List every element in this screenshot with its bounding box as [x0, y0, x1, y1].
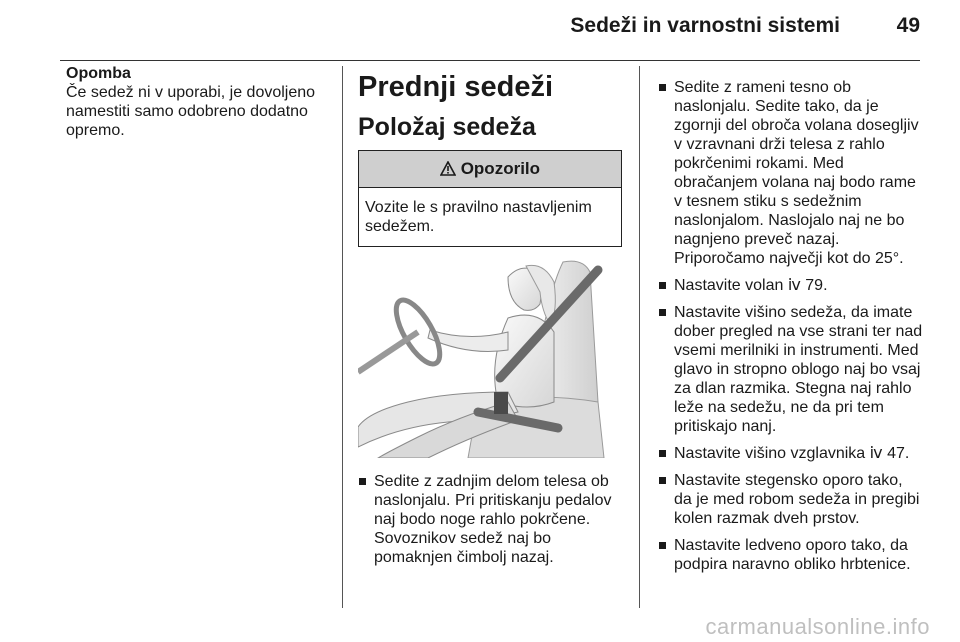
seat-instructions-list-2: [658, 78, 924, 582]
bullet-square-icon: [659, 450, 666, 457]
warning-triangle-icon: [440, 159, 461, 178]
section-title: Prednji sedeži: [358, 71, 554, 103]
warning-title: Opozorilo: [460, 159, 541, 178]
list-item: Nastavite volan ⅳ 79.: [658, 276, 924, 295]
bullet-square-icon: [359, 478, 366, 485]
seat-instructions-list-1: [358, 472, 626, 567]
bullet-square-icon: [659, 282, 666, 289]
bullet-square-icon: [659, 309, 666, 316]
note-text: Če sedež ni v uporabi, je dovoljeno namestiti samo odobreno dodatno opremo.: [66, 84, 316, 139]
section-block: [358, 70, 626, 247]
bullet-square-icon: [659, 477, 666, 484]
watermark: carmanualsonline.info: [705, 614, 930, 639]
section-subtitle: Položaj sedeža: [358, 113, 536, 141]
list-item: Nastavite višino sedeža, da imate dober pregled na vse strani ter nad vsemi merilniki in instrumenti. Med glavo in stropno oblogo naj bo vsaj za dlan razmika. Stegna naj rahlo leže na sedežu, ne da pri tem pritiskajo nanj.: [658, 303, 924, 436]
driver-seat-position-illustration: [358, 252, 622, 458]
note-title: Opomba: [66, 65, 131, 82]
list-item: Sedite z rameni tesno ob naslonjalu. Sedite tako, da je zgornji del obroča volana dosegljiv v vzravnani drži telesa z rahlo pokrčenimi rokami. Med obračanjem volana naj bodo rame v tesnem stiku s sedežnim naslonjalom. Naslojalo naj ne bo nagnjeno preveč nazaj. Priporočamo največji kot do 25°.: [658, 78, 924, 268]
bullet-square-icon: [659, 542, 666, 549]
warning-text: Vozite le s pravilno nastavljenim sedežem.: [365, 199, 592, 235]
note-block: [66, 64, 328, 140]
page-number: 49: [896, 14, 920, 37]
column-divider-right: [639, 66, 640, 608]
warning-box: [358, 150, 622, 247]
header-rule: [60, 60, 920, 61]
list-item: Nastavite ledveno oporo tako, da podpira naravno obliko hrbtenice.: [658, 536, 924, 574]
column-divider-left: [342, 66, 343, 608]
bullet-square-icon: [659, 84, 666, 91]
list-item: Nastavite stegensko oporo tako, da je med robom sedeža in pregibi kolen razmak dveh prstov.: [658, 471, 924, 528]
list-item: Nastavite višino vzglavnika ⅳ 47.: [658, 444, 924, 463]
page-header-title: Sedeži in varnostni sistemi: [570, 14, 840, 37]
warning-header: [359, 151, 621, 188]
list-item: Sedite z zadnjim delom telesa ob naslonjalu. Pri pritiskanju pedalov naj bodo noge rahlo pokrčene. Sovoznikov sedež naj bo pomaknjen čimbolj nazaj.: [358, 472, 626, 567]
